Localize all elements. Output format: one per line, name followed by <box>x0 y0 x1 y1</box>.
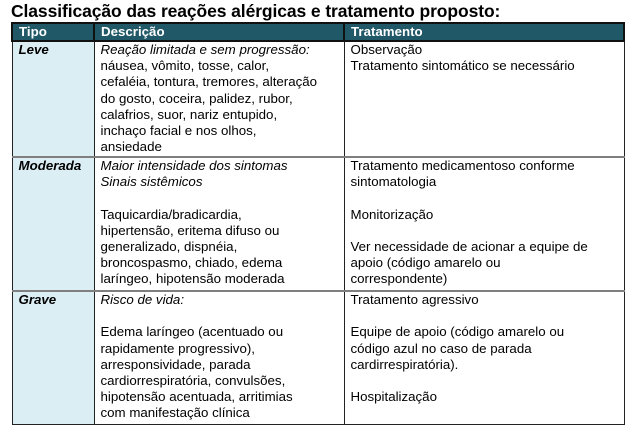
allergic-reactions-table <box>11 22 625 425</box>
descricao-line: do gosto, coceira, palidez, rubor, <box>100 90 293 106</box>
descricao-line: com manifestação clínica <box>100 405 250 421</box>
descricao-intro: Reação limitada e sem progressão: <box>100 42 310 57</box>
descricao-line: calafrios, suor, nariz entupido, <box>100 106 278 122</box>
descricao-line: laríngeo, hipotensão moderada <box>100 271 285 287</box>
tratamento-line: correspondente) <box>350 271 448 287</box>
descricao-line: arresponsividade, parada <box>100 356 251 372</box>
tratamento-line: sintomatologia <box>350 174 437 190</box>
tratamento-line: Tratamento medicamentoso conforme <box>350 158 575 173</box>
spacer <box>351 190 620 206</box>
descricao-line: generalizado, dispnéia, <box>100 239 238 254</box>
tratamento-cell <box>344 41 624 157</box>
tipo-cell: Grave <box>12 291 94 425</box>
table-row-grave <box>12 291 624 425</box>
descricao-line: Taquicardia/bradicardia, <box>100 206 242 222</box>
descricao-line: hipertensão, eritema difuso ou <box>100 222 280 238</box>
descricao-line: inchaço facial e nos olhos, <box>100 123 257 139</box>
table-row-leve <box>12 41 624 157</box>
tratamento-line: apoio (código amarelo ou <box>350 255 501 271</box>
descricao-line: broncospasmo, chiado, edema <box>100 255 283 271</box>
spacer <box>351 223 620 239</box>
tratamento-line: Observação <box>350 42 423 57</box>
header-descricao: Descrição <box>94 23 344 41</box>
tratamento-line: Equipe de apoio (código amarelo ou <box>350 324 565 340</box>
header-tipo: Tipo <box>12 23 94 41</box>
tratamento-line: Tratamento agressivo <box>350 292 479 307</box>
tratamento-line: Tratamento sintomático se necessário <box>350 58 575 74</box>
tratamento-line: Hospitalização <box>350 389 437 405</box>
tratamento-line: Monitorização <box>350 206 434 222</box>
tipo-cell: Moderada <box>12 157 94 291</box>
tipo-cell: Leve <box>12 41 94 157</box>
descricao-cell <box>94 41 344 157</box>
spacer <box>351 373 620 389</box>
table-header-row <box>12 23 624 41</box>
tratamento-line: Ver necessidade de acionar a equipe de <box>350 238 588 254</box>
tratamento-cell <box>344 291 624 425</box>
tratamento-line: cardirrespiratória). <box>350 356 459 372</box>
descricao-intro: Maior intensidade dos sintomas <box>100 158 288 173</box>
descricao-line: rapidamente progressivo), <box>100 340 255 356</box>
descricao-line: Edema laríngeo (acentuado ou <box>100 324 284 340</box>
table-row-moderada <box>12 157 624 291</box>
header-tratamento: Tratamento <box>344 23 624 41</box>
descricao-line: cardiorrespiratória, convulsões, <box>100 373 286 388</box>
tratamento-line: código azul no caso de parada <box>350 340 532 356</box>
descricao-cell <box>94 157 344 291</box>
spacer <box>351 308 620 324</box>
descricao-line: náusea, vômito, tosse, calor, <box>100 58 270 74</box>
spacer <box>101 190 340 206</box>
spacer <box>101 308 340 324</box>
descricao-line: cefaléia, tontura, tremores, alteração <box>100 74 318 90</box>
document-title: Classificação das reações alérgicas e tratamento proposto: <box>11 1 501 21</box>
descricao-intro: Risco de vida: <box>100 292 185 307</box>
descricao-intro: Sinais sistêmicos <box>100 174 203 190</box>
descricao-line: ansiedade <box>100 139 162 155</box>
descricao-line: hipotensão acentuada, arritimias <box>100 389 293 405</box>
tratamento-cell <box>344 157 624 291</box>
descricao-cell <box>94 291 344 425</box>
